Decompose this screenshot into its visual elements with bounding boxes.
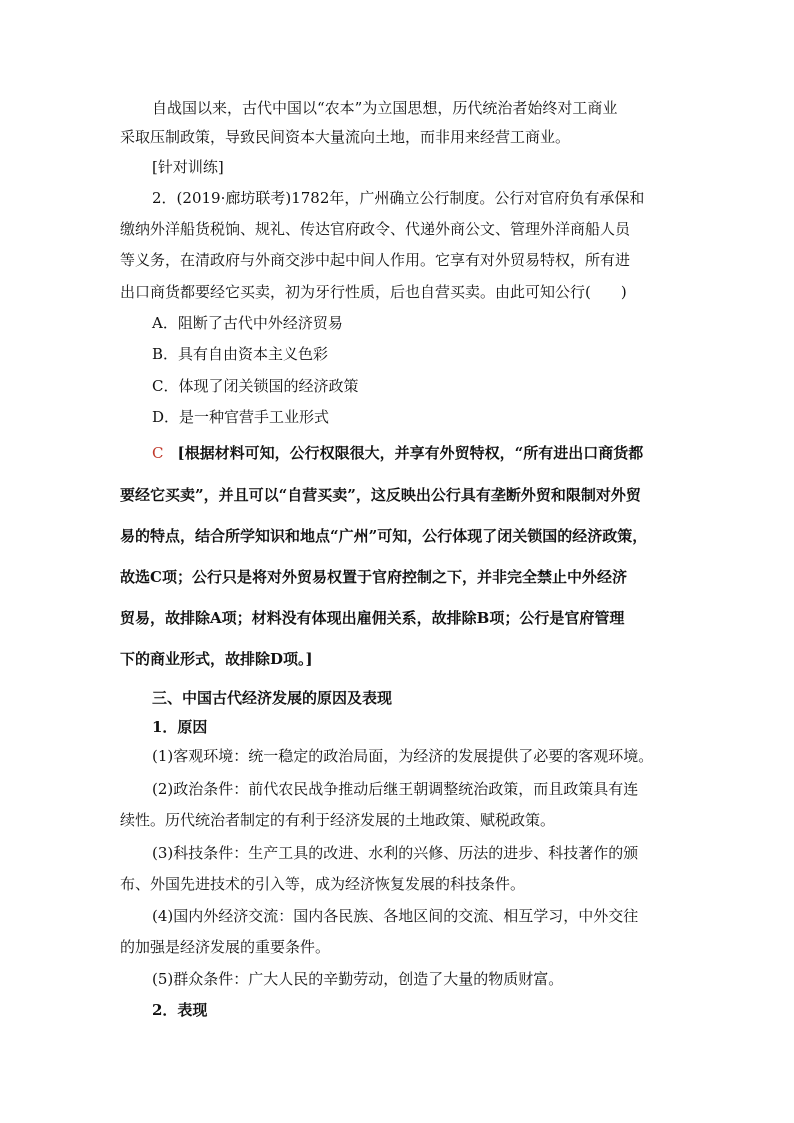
answer-line-3: 易的特点，结合所学知识和地点“广州”可知，公行体现了闭关锁国的经济政策，: [120, 527, 648, 545]
answer-line-1: [152, 443, 643, 463]
answer-line-5: 贸易，故排除A项；材料没有体现出雇佣关系，故排除B项；公行是官府管理: [120, 609, 625, 627]
option-d: D．是一种官营手工业形式: [152, 408, 330, 426]
option-c: C．体现了闭关锁国的经济政策: [152, 377, 359, 395]
intro-line-2: 采取压制政策，导致民间资本大量流向土地，而非用来经营工商业。: [120, 128, 571, 146]
question-line-1: 2．(2019·廊坊联考)1782年，广州确立公行制度。公行对官府负有承保和: [152, 189, 645, 207]
subheading-manifestations: 2．表现: [152, 1001, 208, 1019]
option-b: B．具有自由资本主义色彩: [152, 345, 329, 363]
reason-4-line-1: (4)国内外经济交流：国内各民族、各地区间的交流、相互学习，中外交往: [152, 907, 639, 925]
subheading-reasons: 1．原因: [152, 718, 208, 736]
reason-4-line-2: 的加强是经济发展的重要条件。: [120, 938, 331, 956]
reason-3-line-2: 布、外国先进技术的引入等，成为经济恢复发展的科技条件。: [120, 875, 526, 893]
reason-5: (5)群众条件：广大人民的辛勤劳动，创造了大量的物质财富。: [152, 970, 564, 988]
answer-line-4: 故选C项；公行只是将对外贸易权置于官府控制之下，并非完全禁止中外经济: [120, 568, 627, 586]
reason-1: (1)客观环境：统一稳定的政治局面，为经济的发展提供了必要的客观环境。: [152, 747, 654, 765]
answer-explanation-start: [根据材料可知，公行权限很大，并享有外贸特权，“所有进出口商货都: [177, 444, 644, 462]
question-line-3: 等义务，在清政府与外商交涉中起中间人作用。它享有对外贸易特权，所有进: [120, 251, 631, 269]
question-line-4: 出口商货都要经它买卖，初为牙行性质，后也自营买卖。由此可知公行( ): [120, 283, 627, 301]
section-heading: 三、中国古代经济发展的原因及表现: [152, 689, 393, 707]
answer-letter: C: [152, 444, 164, 462]
reason-2-line-1: (2)政治条件：前代农民战争推动后继王朝调整统治政策，而且政策具有连: [152, 780, 639, 798]
answer-line-2: 要经它买卖”，并且可以“自营买卖”，这反映出公行具有垄断外贸和限制对外贸: [120, 486, 641, 504]
reason-3-line-1: (3)科技条件：生产工具的改进、水利的兴修、历法的进步、科技著作的颁: [152, 844, 639, 862]
answer-line-6: 下的商业形式，故排除D项。]: [120, 650, 313, 668]
training-heading: [针对训练]: [152, 158, 224, 176]
option-a: A．阻断了古代中外经济贸易: [152, 314, 343, 332]
reason-2-line-2: 续性。历代统治者制定的有利于经济发展的土地政策、赋税政策。: [120, 811, 556, 829]
intro-line-1: 自战国以来，古代中国以“农本”为立国思想，历代统治者始终对工商业: [152, 99, 618, 117]
question-line-2: 缴纳外洋船货税饷、规礼、传达官府政令、代递外商公文、管理外洋商船人员: [120, 220, 631, 238]
